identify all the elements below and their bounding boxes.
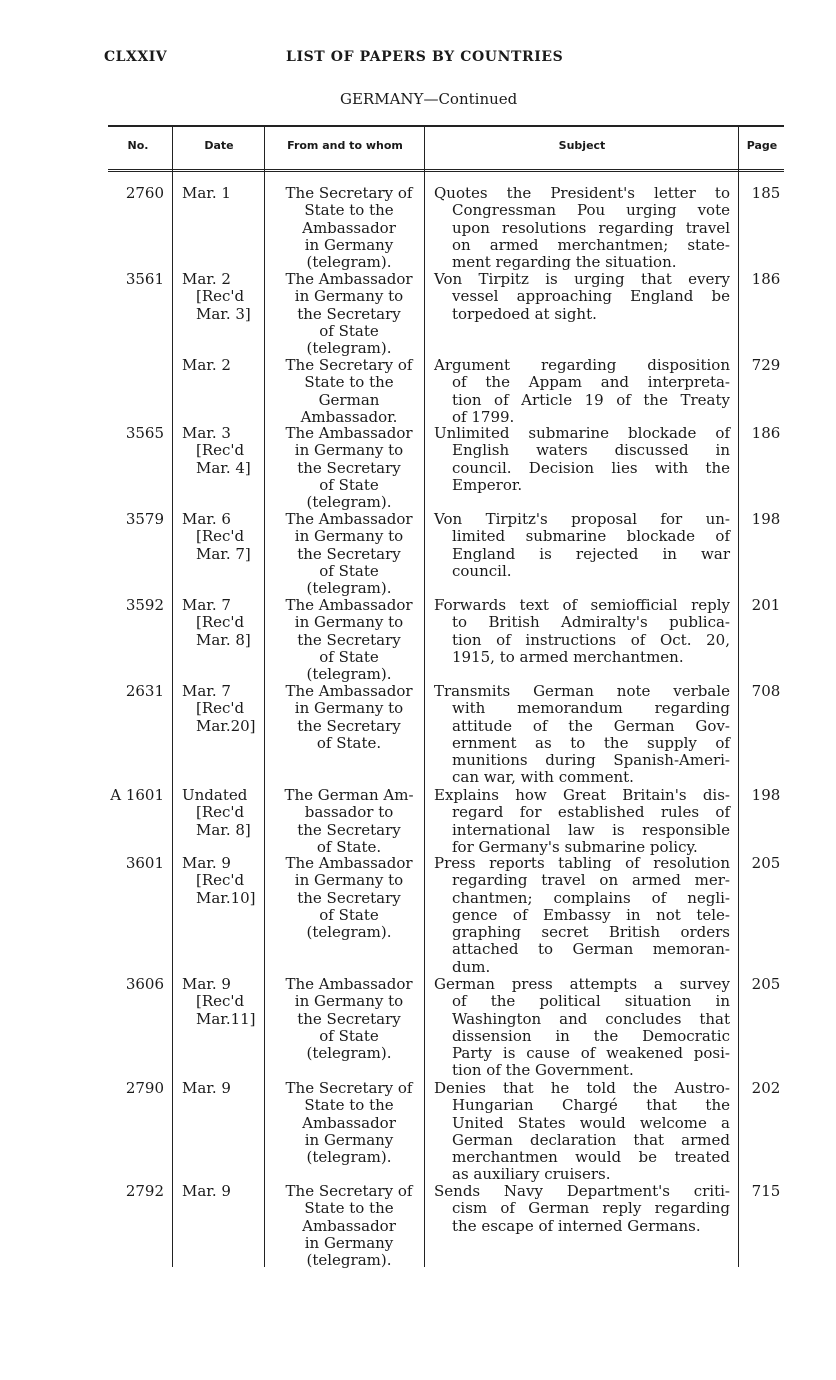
date-line: Mar.10] [196, 888, 256, 907]
subject-line: Emperor. [452, 475, 523, 494]
paper-number: 3601 [125, 854, 164, 872]
paper-number: 2631 [125, 682, 164, 700]
from-to-line: The Ambassador [285, 270, 413, 288]
from-to-line: Ambassador [302, 1216, 396, 1235]
subject-line: of the political situation in [452, 992, 730, 1011]
paper-number: 2790 [125, 1079, 164, 1097]
paper-number: 3561 [125, 270, 164, 288]
subject-line: for Germany's submarine policy. [452, 837, 698, 856]
date-line: Mar. 4] [196, 458, 251, 477]
subject-line: German press attempts a survey [434, 975, 730, 993]
date-line: [Rec'd [196, 527, 245, 546]
from-to-line: (telegram). [306, 923, 392, 942]
from-to-line: in Germany to [294, 287, 404, 306]
page-reference: 708 [751, 682, 781, 700]
from-to-whom [273, 1183, 425, 1269]
from-to-line: (telegram). [306, 1251, 392, 1270]
from-to-whom [273, 976, 425, 1062]
page-reference: 198 [751, 786, 781, 804]
from-to-line: in Germany [304, 235, 394, 254]
subject-line: ernment as to the supply of [452, 733, 730, 752]
from-to-line: the Secretary [297, 1009, 401, 1028]
subject-line: the escape of interned Germans. [452, 1216, 701, 1235]
subject-line: England is rejected in war [452, 544, 730, 563]
paper-subject [434, 597, 730, 666]
subject-line: Quotes the President's letter to [434, 184, 730, 202]
date-line: Mar. 3] [196, 304, 251, 323]
subject-line: English waters discussed in [452, 441, 730, 460]
paper-number: 3565 [125, 424, 164, 442]
from-to-line: The Secretary of [285, 356, 413, 374]
from-to-line: Ambassador [302, 1113, 396, 1132]
paper-subject [434, 976, 730, 1080]
page-reference: 198 [751, 510, 781, 528]
from-to-line: The Ambassador [285, 854, 413, 872]
from-to-line: of State [319, 475, 379, 494]
page-title: LIST OF PAPERS BY COUNTRIES [286, 49, 564, 65]
paper-subject [434, 1080, 730, 1184]
from-to-line: in Germany to [294, 441, 404, 460]
date-line: Mar. 8] [196, 820, 251, 839]
from-to-line: the Secretary [297, 716, 401, 735]
from-to-line: of State [319, 647, 379, 666]
page-number: CLXXIV [104, 49, 168, 65]
subject-line: council. [452, 561, 512, 580]
from-to-line: State to the [304, 201, 394, 220]
subject-line: 1915, to armed merchantmen. [452, 647, 684, 666]
subject-line: Explains how Great Britain's dis- [434, 786, 730, 804]
subject-line: merchantmen would be treated [452, 1148, 730, 1167]
subject-line: council. Decision lies with the [452, 458, 730, 477]
papers-table [108, 125, 784, 1270]
subject-line: attitude of the German Gov- [452, 716, 730, 735]
subject-line: Denies that he told the Austro- [434, 1079, 730, 1097]
paper-date [182, 357, 266, 374]
from-to-line: (telegram). [306, 665, 392, 684]
paper-date [182, 683, 266, 735]
from-to-line: The German Am- [284, 786, 414, 804]
from-to-line: (telegram). [306, 253, 392, 272]
subject-line: regarding travel on armed mer- [452, 871, 730, 890]
subject-line: Von Tirpitz's proposal for un- [434, 510, 730, 528]
date-line: Mar. 2 [182, 270, 231, 288]
subject-line: with memorandum regarding [452, 699, 730, 718]
paper-date [182, 425, 266, 477]
column-divider [738, 127, 739, 1267]
from-to-line: in Germany to [294, 527, 404, 546]
paper-date [182, 787, 266, 839]
date-line: Mar. 9 [182, 1182, 231, 1200]
from-to-line: (telegram). [306, 1148, 392, 1167]
from-to-line: the Secretary [297, 304, 401, 323]
section-title: GERMANY—Continued [340, 90, 518, 108]
from-to-line: The Ambassador [285, 682, 413, 700]
subject-line: to British Admiralty's publica- [452, 613, 730, 632]
header-rule [108, 169, 784, 170]
column-divider [172, 127, 173, 1267]
subject-line: tion of instructions of Oct. 20, [452, 630, 730, 649]
from-to-line: bassador to [304, 803, 394, 822]
from-to-line: in Germany to [294, 699, 404, 718]
from-to-line: State to the [304, 373, 394, 392]
paper-number: 2792 [125, 1182, 164, 1200]
paper-number: 2760 [125, 184, 164, 202]
from-to-line: the Secretary [297, 888, 401, 907]
subject-line: torpedoed at sight. [452, 304, 597, 323]
subject-line: can war, with comment. [452, 768, 634, 787]
subject-line: attached to German memoran- [452, 940, 730, 959]
date-line: [Rec'd [196, 803, 245, 822]
from-to-whom [273, 787, 425, 856]
subject-line: international law is responsible [452, 820, 730, 839]
from-to-whom [273, 511, 425, 597]
date-line: Mar. 6 [182, 510, 231, 528]
date-line: [Rec'd [196, 871, 245, 890]
paper-date [182, 976, 266, 1028]
subject-line: of the Appam and interpreta- [452, 373, 730, 392]
from-to-line: the Secretary [297, 458, 401, 477]
paper-number: 3579 [125, 510, 164, 528]
date-line: [Rec'd [196, 699, 245, 718]
subject-line: on armed merchantmen; state- [452, 235, 730, 254]
from-to-line: in Germany to [294, 871, 404, 890]
subject-line: Unlimited submarine blockade of [434, 424, 730, 442]
from-to-line: the Secretary [297, 630, 401, 649]
from-to-line: (telegram). [306, 339, 392, 358]
page-reference: 205 [751, 975, 781, 993]
paper-subject [434, 511, 730, 580]
from-to-line: The Ambassador [285, 596, 413, 614]
date-line: Mar. 2 [182, 356, 231, 374]
table-top-rule [108, 125, 784, 127]
paper-date [182, 511, 266, 563]
from-to-line: The Ambassador [285, 510, 413, 528]
from-to-whom [273, 185, 425, 271]
from-to-whom [273, 357, 425, 426]
from-to-line: The Secretary of [285, 1079, 413, 1097]
subject-line: limited submarine blockade of [452, 527, 730, 546]
from-to-line: (telegram). [306, 1044, 392, 1063]
date-line: Mar.20] [196, 716, 256, 735]
column-header-from-to: From and to whom [287, 139, 403, 152]
paper-date [182, 1183, 266, 1200]
date-line: Mar. 7 [182, 596, 231, 614]
subject-line: tion of the Government. [452, 1061, 634, 1080]
from-to-whom [273, 855, 425, 941]
paper-subject [434, 683, 730, 787]
from-to-line: The Secretary of [285, 1182, 413, 1200]
paper-subject [434, 1183, 730, 1235]
date-line: Mar. 7] [196, 544, 251, 563]
paper-number: 3592 [125, 596, 164, 614]
subject-line: tion of Article 19 of the Treaty [452, 390, 730, 409]
from-to-line: German [318, 390, 380, 409]
subject-line: Sends Navy Department's criti- [434, 1182, 730, 1200]
paper-date [182, 855, 266, 907]
paper-date [182, 185, 266, 202]
from-to-whom [273, 1080, 425, 1166]
column-header-date: Date [204, 139, 234, 152]
subject-line: ment regarding the situation. [452, 253, 677, 272]
date-line: Undated [182, 786, 248, 804]
from-to-line: Ambassador. [300, 407, 398, 426]
from-to-whom [273, 683, 425, 752]
from-to-line: of State [319, 1026, 379, 1045]
from-to-whom [273, 425, 425, 511]
date-line: Mar. 9 [182, 1079, 231, 1097]
date-line: Mar. 7 [182, 682, 231, 700]
subject-line: Hungarian Chargé that the [452, 1096, 730, 1115]
paper-date [182, 271, 266, 323]
from-to-line: in Germany to [294, 992, 404, 1011]
subject-line: graphing secret British orders [452, 923, 730, 942]
subject-line: regard for established rules of [452, 803, 730, 822]
subject-line: upon resolutions regarding travel [452, 218, 730, 237]
paper-date [182, 597, 266, 649]
date-line: [Rec'd [196, 441, 245, 460]
paper-subject [434, 357, 730, 426]
page-reference: 205 [751, 854, 781, 872]
from-to-line: of State. [316, 733, 382, 752]
date-line: Mar. 8] [196, 630, 251, 649]
from-to-line: of State [319, 321, 379, 340]
date-line: Mar.11] [196, 1009, 256, 1028]
from-to-line: State to the [304, 1096, 394, 1115]
from-to-line: (telegram). [306, 493, 392, 512]
paper-number: 3606 [125, 975, 164, 993]
paper-subject [434, 425, 730, 494]
from-to-line: of State [319, 561, 379, 580]
subject-line: Party is cause of weakened posi- [452, 1044, 730, 1063]
from-to-line: The Ambassador [285, 975, 413, 993]
page-reference: 186 [751, 270, 781, 288]
from-to-line: The Ambassador [285, 424, 413, 442]
subject-line: chantmen; complains of negli- [452, 888, 730, 907]
page-reference: 186 [751, 424, 781, 442]
subject-line: United States would welcome a [452, 1113, 730, 1132]
column-header-subject: Subject [558, 139, 606, 152]
date-line: [Rec'd [196, 992, 245, 1011]
subject-line: Congressman Pou urging vote [452, 201, 730, 220]
from-to-line: Ambassador [302, 218, 396, 237]
subject-line: Argument regarding disposition [434, 356, 730, 374]
from-to-line: the Secretary [297, 544, 401, 563]
subject-line: vessel approaching England be [452, 287, 730, 306]
paper-number: A 1601 [110, 786, 164, 804]
page-header [0, 0, 836, 120]
from-to-whom [273, 271, 425, 357]
page-reference: 729 [751, 356, 781, 374]
paper-subject [434, 271, 730, 323]
from-to-line: in Germany [304, 1130, 394, 1149]
from-to-whom [273, 597, 425, 683]
subject-line: Forwards text of semiofficial reply [434, 596, 730, 614]
paper-subject [434, 185, 730, 271]
date-line: Mar. 1 [182, 184, 231, 202]
paper-date [182, 1080, 266, 1097]
paper-subject [434, 787, 730, 856]
page-reference: 185 [751, 184, 781, 202]
from-to-line: of State. [316, 837, 382, 856]
subject-line: dissension in the Democratic [452, 1026, 730, 1045]
column-header-no: No. [127, 139, 149, 152]
subject-line: of 1799. [452, 407, 515, 426]
from-to-line: State to the [304, 1199, 394, 1218]
subject-line: Transmits German note verbale [434, 682, 730, 700]
page-reference: 715 [751, 1182, 781, 1200]
subject-line: Washington and concludes that [452, 1009, 730, 1028]
subject-line: as auxiliary cruisers. [452, 1165, 611, 1184]
header-rule-double [108, 171, 784, 172]
from-to-line: The Secretary of [285, 184, 413, 202]
from-to-line: the Secretary [297, 820, 401, 839]
page-reference: 202 [751, 1079, 781, 1097]
subject-line: munitions during Spanish-Ameri- [452, 751, 730, 770]
from-to-line: in Germany to [294, 613, 404, 632]
date-line: [Rec'd [196, 613, 245, 632]
subject-line: Press reports tabling of resolution [434, 854, 730, 872]
date-line: [Rec'd [196, 287, 245, 306]
subject-line: dum. [452, 957, 491, 976]
from-to-line: in Germany [304, 1233, 394, 1252]
subject-line: gence of Embassy in not tele- [452, 905, 730, 924]
date-line: Mar. 9 [182, 854, 231, 872]
subject-line: German declaration that armed [452, 1130, 730, 1149]
subject-line: cism of German reply regarding [452, 1199, 730, 1218]
from-to-line: of State [319, 905, 379, 924]
subject-line: Von Tirpitz is urging that every [434, 270, 730, 288]
date-line: Mar. 9 [182, 975, 231, 993]
column-header-page: Page [746, 139, 778, 152]
date-line: Mar. 3 [182, 424, 231, 442]
paper-subject [434, 855, 730, 976]
page-reference: 201 [751, 596, 781, 614]
from-to-line: (telegram). [306, 579, 392, 598]
